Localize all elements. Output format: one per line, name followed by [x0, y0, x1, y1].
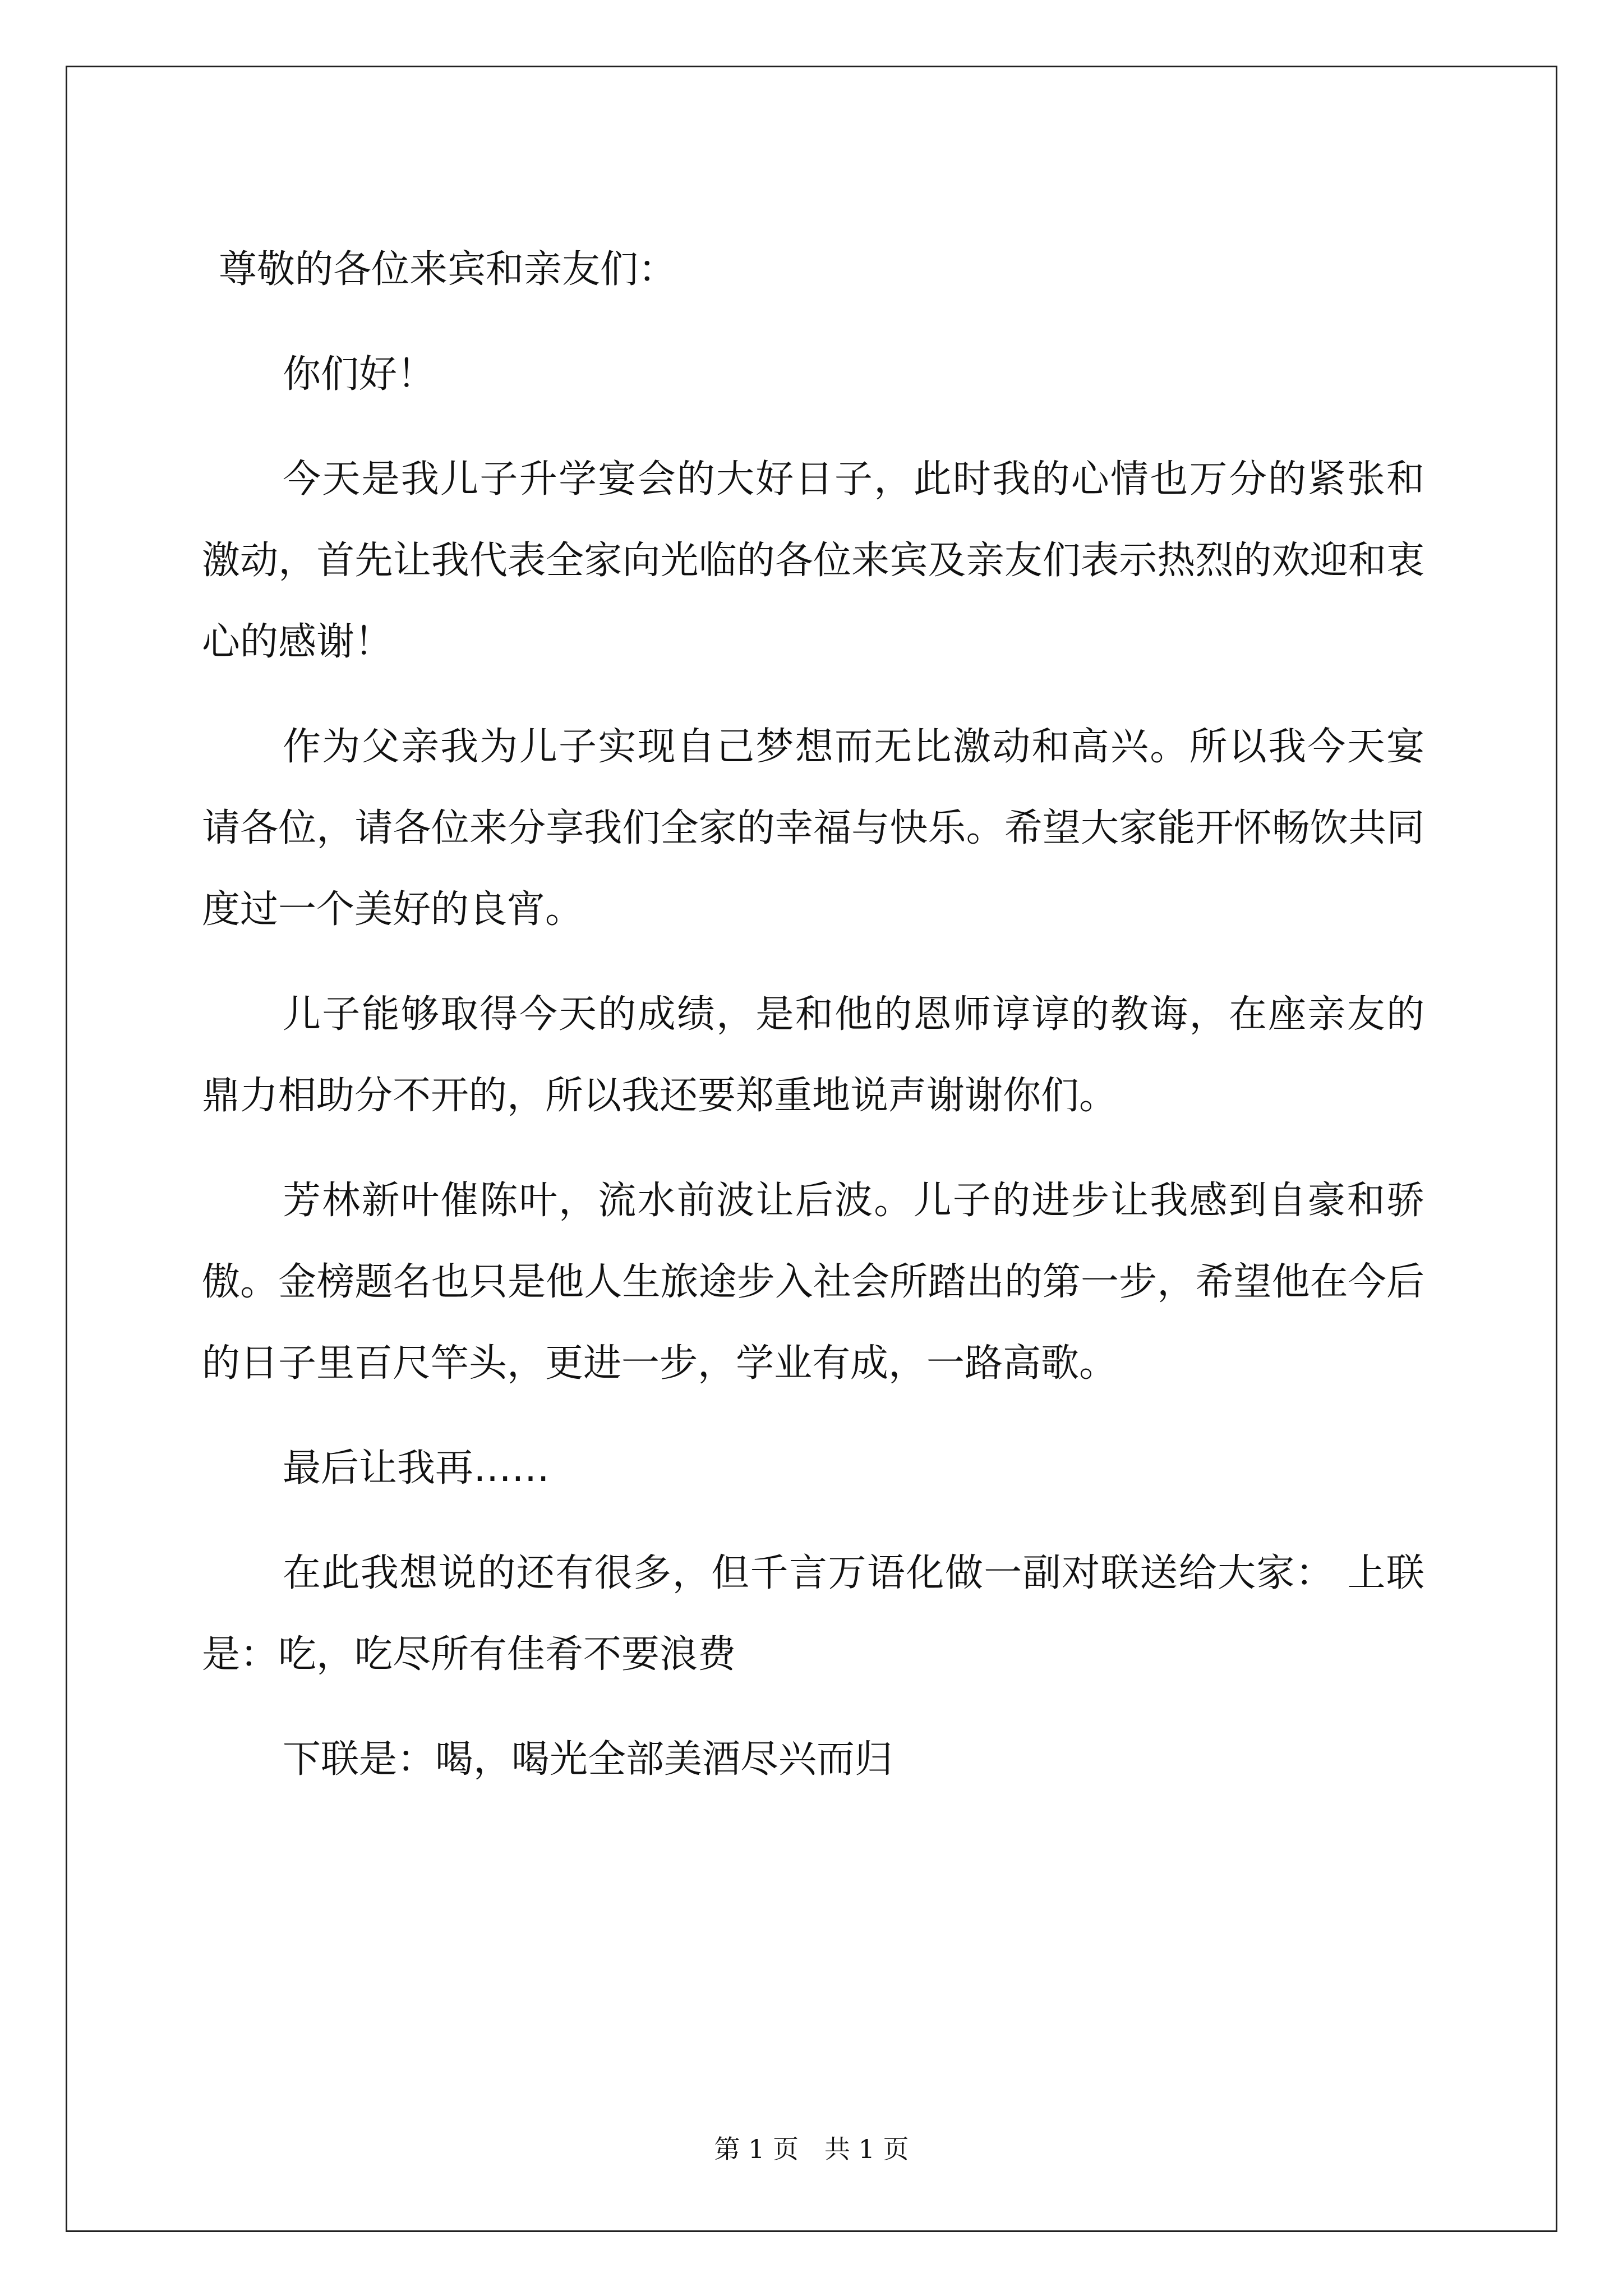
page-number-footer: 第 1 页 共 1 页 [714, 2134, 909, 2164]
paragraph-invitation: 作为父亲我为儿子实现自己梦想而无比激动和高兴。所以我今天宴请各位，请各位来分享我们全家的幸福与快乐。希望大家能开怀畅饮共同度过一个美好的良宵。 [202, 725, 1424, 932]
greeting: 你们好！ [283, 352, 436, 397]
paragraph-wishes: 芳林新叶催陈叶，流水前波让后波。儿子的进步让我感到自豪和骄傲。金榜题名也只是他人生旅途步入社会所踏出的第一步，希望他在今后的日子里百尺竿头，更进一步，学业有成，一路高歌。 [202, 1179, 1424, 1386]
paragraph-closing: 最后让我再…… [283, 1446, 550, 1490]
paragraph-couplet-lower: 下联是：喝，喝光全部美酒尽兴而归 [283, 1737, 893, 1782]
paragraph-thanks: 儿子能够取得今天的成绩，是和他的恩师谆谆的教诲，在座亲友的鼎力相助分不开的，所以我还要郑重地说声谢谢你们。 [202, 992, 1424, 1118]
salutation: 尊敬的各位来宾和亲友们： [219, 247, 677, 292]
paragraph-couplet-upper: 在此我想说的还有很多，但千言万语化做一副对联送给大家： 上联是：吃，吃尽所有佳肴不要浪费 [202, 1551, 1424, 1677]
paragraph-welcome: 今天是我儿子升学宴会的大好日子，此时我的心情也万分的紧张和激动，首先让我代表全家向光临的各位来宾及亲友们表示热烈的欢迎和衷心的感谢！ [202, 457, 1424, 664]
document-body [202, 229, 1424, 1824]
